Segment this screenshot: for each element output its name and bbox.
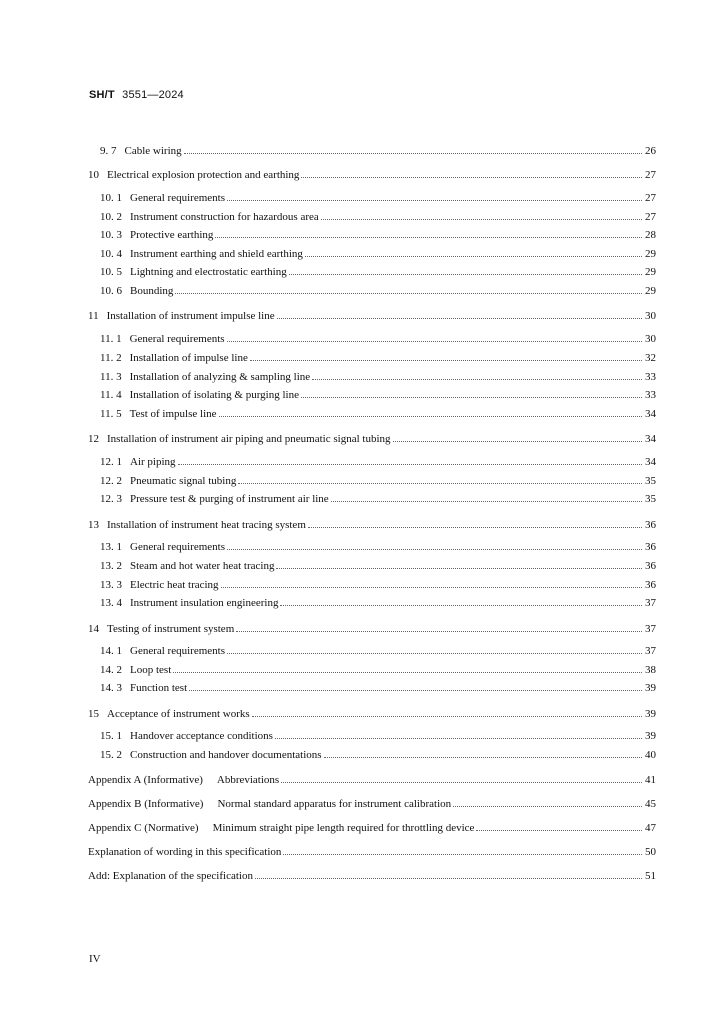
- toc-entry-title: Electrical explosion protection and earthing: [107, 168, 300, 181]
- toc-entry-page: 29: [645, 247, 656, 260]
- toc-entry-title: Loop test: [130, 663, 172, 676]
- toc-entry-page: 37: [645, 622, 656, 635]
- toc-entry-number: 14. 1: [100, 645, 122, 657]
- toc-entry-page: 27: [645, 210, 656, 223]
- toc-entry[interactable]: [88, 579, 656, 592]
- toc-entry-number: 11. 1: [100, 333, 122, 345]
- toc-entry-number: 11: [88, 310, 99, 322]
- toc-entry-number: 9. 7: [100, 145, 117, 157]
- toc-entry[interactable]: [88, 870, 656, 883]
- dot-leader: [215, 237, 642, 238]
- toc-entry-page: 28: [645, 229, 656, 241]
- toc-entry[interactable]: [88, 730, 656, 743]
- toc-entry[interactable]: [88, 822, 656, 835]
- toc-entry[interactable]: [88, 456, 656, 469]
- toc-entry[interactable]: [88, 749, 656, 762]
- toc-entry-number: 14. 3: [100, 682, 122, 694]
- dot-leader: [476, 830, 642, 831]
- toc-entry[interactable]: [88, 169, 656, 182]
- toc-entry-page: 35: [645, 474, 656, 487]
- dot-leader: [281, 782, 642, 783]
- toc-entry-page: 27: [645, 168, 656, 181]
- toc-entry-title: Cable wiring: [124, 145, 182, 157]
- toc-entry-number: 11. 4: [100, 389, 122, 401]
- dot-leader: [238, 483, 642, 484]
- dot-leader: [280, 605, 642, 606]
- toc-entry-title: General requirements: [130, 645, 225, 657]
- toc-entry-number: 12. 3: [100, 493, 122, 505]
- toc-entry-page: 32: [645, 352, 656, 364]
- toc-entry-page: 36: [645, 560, 656, 572]
- toc-entry-number: 10. 4: [100, 247, 122, 260]
- dot-leader: [175, 293, 642, 294]
- dot-leader: [453, 806, 642, 807]
- toc-entry-number: 15. 1: [100, 730, 122, 742]
- toc-entry-number: 15: [88, 707, 99, 720]
- toc-entry[interactable]: [88, 560, 656, 573]
- toc-entry-number: 10. 1: [100, 192, 122, 204]
- toc-entry-page: 34: [645, 433, 656, 445]
- toc-entry-page: 33: [645, 370, 656, 383]
- toc-entry-page: 30: [645, 333, 656, 345]
- standard-code: 3551—2024: [122, 89, 184, 101]
- toc-entry-title: Installation of instrument heat tracing system: [107, 518, 306, 531]
- toc-entry-title: Pressure test & purging of instrument air line: [130, 493, 329, 505]
- toc-entry[interactable]: [88, 774, 656, 787]
- toc-entry-title: Test of impulse line: [129, 407, 217, 420]
- toc-entry[interactable]: [88, 798, 656, 811]
- toc-entry-number: 13. 1: [100, 541, 122, 553]
- toc-entry-number: 12. 2: [100, 474, 122, 487]
- dot-leader: [255, 878, 642, 879]
- toc-entry-title: Normal standard apparatus for instrument calibration: [217, 798, 452, 810]
- toc-entry-page: 29: [645, 266, 656, 278]
- dot-leader: [221, 587, 642, 588]
- toc-entry-number: Appendix B (Informative): [88, 798, 204, 810]
- dot-leader: [308, 527, 642, 528]
- dot-leader: [283, 854, 642, 855]
- toc-entry-number: 11. 2: [100, 352, 122, 364]
- toc-entry[interactable]: [88, 266, 656, 279]
- toc-entry-title: Lightning and electrostatic earthing: [130, 266, 287, 278]
- toc-entry-title: Add: Explanation of the specification: [88, 870, 253, 882]
- toc-entry-title: General requirements: [129, 333, 225, 345]
- toc-entry-page: 47: [645, 822, 656, 834]
- toc-entry[interactable]: [88, 192, 656, 205]
- dot-leader: [236, 631, 642, 632]
- toc-entry-page: 27: [645, 192, 656, 204]
- dot-leader: [393, 441, 642, 442]
- dot-leader: [301, 177, 642, 178]
- toc-entry[interactable]: [88, 645, 656, 658]
- dot-leader: [324, 757, 642, 758]
- page-number: IV: [89, 953, 101, 965]
- toc-entry-number: 12. 1: [100, 455, 122, 468]
- dot-leader: [277, 318, 642, 319]
- toc-entry-number: 14: [88, 622, 99, 635]
- dot-leader: [184, 153, 642, 154]
- toc-entry[interactable]: [88, 682, 656, 695]
- toc-entry-number: Appendix C (Normative): [88, 822, 199, 834]
- toc-entry-title: Air piping: [130, 455, 176, 468]
- dot-leader: [289, 274, 642, 275]
- toc-entry-title: Installation of instrument air piping and pneumatic signal tubing: [107, 433, 391, 445]
- toc-entry-number: Appendix A (Informative): [88, 774, 203, 786]
- toc-entry-number: 11. 3: [100, 370, 122, 383]
- toc-entry[interactable]: [88, 285, 656, 298]
- dot-leader: [275, 738, 642, 739]
- toc-entry-number: 10: [88, 168, 99, 181]
- toc-entry-title: Minimum straight pipe length required for throttling device: [212, 822, 475, 834]
- dot-leader: [227, 549, 642, 550]
- document-header: [89, 89, 184, 101]
- toc-entry[interactable]: [88, 352, 656, 365]
- toc-entry-number: 15. 2: [100, 748, 122, 761]
- toc-entry[interactable]: [88, 433, 656, 446]
- toc-entry[interactable]: [88, 519, 656, 532]
- toc-entry-title: Electric heat tracing: [130, 578, 219, 591]
- toc-entry-title: Abbreviations: [216, 774, 280, 786]
- toc-entry-title: Protective earthing: [130, 229, 214, 241]
- toc-entry-number: 10. 2: [100, 210, 122, 223]
- toc-entry[interactable]: [88, 708, 656, 721]
- toc-entry-page: 40: [645, 748, 656, 761]
- toc-entry-number: 13. 4: [100, 597, 122, 609]
- dot-leader: [219, 416, 642, 417]
- toc-entry[interactable]: [88, 846, 656, 859]
- toc-entry-page: 50: [645, 846, 656, 858]
- toc-entry-title: Steam and hot water heat tracing: [130, 560, 275, 572]
- toc-entry-number: 11. 5: [100, 407, 122, 420]
- toc-entry-number: 10. 6: [100, 284, 122, 297]
- toc-entry-title: Instrument earthing and shield earthing: [130, 247, 303, 260]
- toc-entry[interactable]: [88, 408, 656, 421]
- toc-entry-title: Construction and handover documentations: [130, 748, 322, 761]
- toc-entry-page: 39: [645, 682, 656, 694]
- toc-entry-page: 30: [645, 310, 656, 322]
- toc-entry-title: Installation of isolating & purging line: [129, 389, 299, 401]
- dot-leader: [301, 397, 642, 398]
- toc-entry-page: 39: [645, 707, 656, 720]
- toc-entry-page: 38: [645, 663, 656, 676]
- toc-entry-title: General requirements: [130, 541, 225, 553]
- toc-entry-page: 36: [645, 541, 656, 553]
- toc-entry-page: 36: [645, 518, 656, 531]
- toc-entry-page: 41: [645, 774, 656, 786]
- toc-entry-page: 45: [645, 798, 656, 810]
- toc-entry-title: Function test: [130, 682, 188, 694]
- dot-leader: [305, 256, 642, 257]
- dot-leader: [189, 690, 642, 691]
- toc-entry-page: 36: [645, 578, 656, 591]
- toc-entry-number: 13: [88, 518, 99, 531]
- toc-entry-title: Acceptance of instrument works: [107, 707, 250, 720]
- dot-leader: [227, 200, 642, 201]
- toc-entry-page: 26: [645, 145, 656, 157]
- toc-entry[interactable]: [88, 371, 656, 384]
- toc-entry[interactable]: [88, 493, 656, 506]
- toc-entry[interactable]: [88, 211, 656, 224]
- toc-entry[interactable]: [88, 145, 656, 158]
- toc-entry-page: 34: [645, 407, 656, 420]
- toc-entry-number: 13. 2: [100, 560, 122, 572]
- standard-prefix: SH/T: [89, 89, 115, 101]
- toc-entry[interactable]: [88, 333, 656, 346]
- toc-entry-page: 39: [645, 730, 656, 742]
- toc-entry-title: Handover acceptance conditions: [130, 730, 273, 742]
- toc-entry-title: Explanation of wording in this specification: [88, 846, 282, 858]
- toc-entry-title: Pneumatic signal tubing: [130, 474, 237, 487]
- dot-leader: [252, 716, 642, 717]
- toc-entry[interactable]: [88, 248, 656, 261]
- toc-entry[interactable]: [88, 623, 656, 636]
- dot-leader: [250, 360, 642, 361]
- dot-leader: [173, 672, 642, 673]
- toc-entry-number: 12: [88, 433, 99, 445]
- dot-leader: [227, 653, 642, 654]
- toc-entry[interactable]: [88, 597, 656, 610]
- toc-entry-number: 10. 3: [100, 229, 122, 241]
- toc-entry-title: Testing of instrument system: [107, 622, 235, 635]
- toc-entry-number: 14. 2: [100, 663, 122, 676]
- dot-leader: [312, 379, 642, 380]
- toc-entry[interactable]: [88, 664, 656, 677]
- dot-leader: [227, 341, 642, 342]
- toc-entry[interactable]: [88, 389, 656, 402]
- toc-entry-title: Installation of analyzing & sampling line: [129, 370, 311, 383]
- toc-entry-number: 10. 5: [100, 266, 122, 278]
- dot-leader: [276, 568, 642, 569]
- toc-entry[interactable]: [88, 229, 656, 242]
- toc-entry[interactable]: [88, 310, 656, 323]
- toc-entry-page: 34: [645, 455, 656, 468]
- toc-entry-page: 37: [645, 645, 656, 657]
- toc-entry[interactable]: [88, 541, 656, 554]
- toc-entry-title: General requirements: [130, 192, 225, 204]
- dot-leader: [331, 501, 642, 502]
- toc-entry-number: 13. 3: [100, 578, 122, 591]
- dot-leader: [321, 219, 642, 220]
- toc-entry-title: Instrument insulation engineering: [130, 597, 279, 609]
- toc-entry-title: Bounding: [130, 284, 174, 297]
- toc-entry-page: 37: [645, 597, 656, 609]
- toc-entry[interactable]: [88, 475, 656, 488]
- dot-leader: [178, 464, 642, 465]
- toc-entry-title: Instrument construction for hazardous area: [130, 210, 319, 223]
- toc-entry-title: Installation of impulse line: [129, 352, 248, 364]
- toc-entry-page: 33: [645, 389, 656, 401]
- toc-entry-title: Installation of instrument impulse line: [106, 310, 275, 322]
- toc-entry-page: 29: [645, 284, 656, 297]
- toc-entry-page: 35: [645, 493, 656, 505]
- toc-entry-page: 51: [645, 870, 656, 882]
